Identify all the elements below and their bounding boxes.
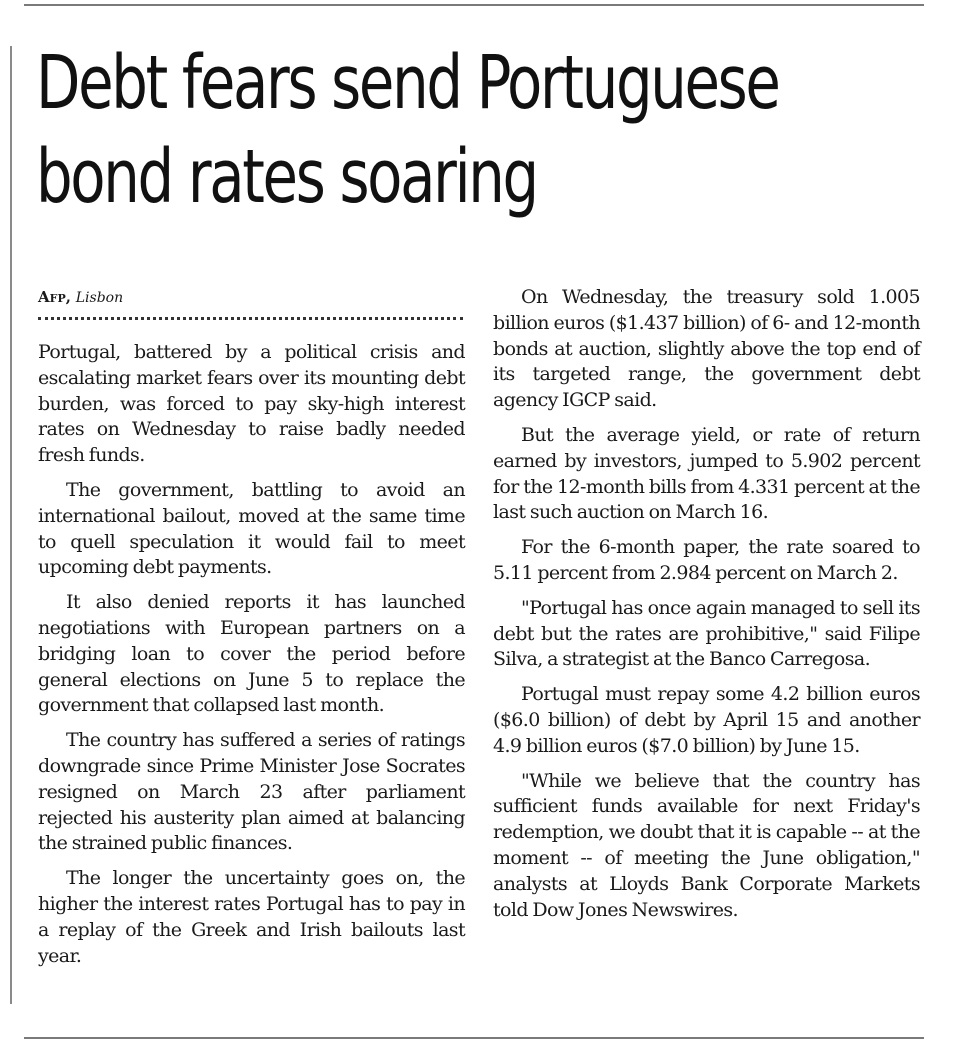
headline-line-2: bond rates soaring (36, 134, 537, 220)
headline (36, 36, 779, 224)
paragraph: The country has suffered a series of ratings downgrade since Prime Minister Jose Socrates resigned on March 23 after parliament rejected his austerity plan aimed at balancing the strained public finances. (38, 729, 465, 855)
bottom-rule (24, 1037, 924, 1039)
left-column (38, 285, 465, 978)
paragraph: For the 6-month paper, the rate soared to 5.11 percent from 2.984 percent on March 2. (493, 536, 920, 584)
right-column (493, 285, 920, 932)
paragraph: It also denied reports it has launched negotiations with European partners on a bridging loan to cover the period before general elections on June 5 to replace the government that collapsed last month. (38, 591, 465, 717)
paragraph: The government, battling to avoid an international bailout, moved at the same time to quell speculation it would fail to meet upcoming debt payments. (38, 478, 465, 579)
paragraph: On Wednesday, the treasury sold 1.005 billion euros ($1.437 billion) of 6- and 12-month bonds at auction, slightly above the top end of its targeted range, the government debt agency IGCP said. (493, 286, 920, 412)
paragraph: Portugal must repay some 4.2 billion euros ($6.0 billion) of debt by April 15 and another 4.9 billion euros ($7.0 billion) by June 15. (493, 683, 920, 757)
paragraph: "Portugal has once again managed to sell its debt but the rates are prohibitive," said Filipe Silva, a strategist at the Banco Carregosa. (493, 596, 920, 671)
paragraph: But the average yield, or rate of return earned by investors, jumped to 5.902 percent for the 12-month bills from 4.331 percent at the last such auction on March 16. (493, 423, 920, 524)
left-rule (10, 46, 12, 1004)
byline-place: Lisbon (75, 290, 124, 306)
top-rule (24, 4, 924, 6)
paragraph: Portugal, battered by a political crisis and escalating market fears over its mounting debt burden, was forced to pay sky-high interest rates on Wednesday to raise badly needed fresh funds. (38, 341, 465, 467)
byline-agency: Afp, (38, 288, 71, 306)
paragraph: "While we believe that the country has sufficient funds available for next Friday's redemption, we doubt that it is capable -- at the moment -- of meeting the June obligation," analysts at Lloyds Bank Corporate Markets told Dow Jones Newswires. (493, 769, 920, 921)
headline-line-1: Debt fears send Portuguese (36, 40, 779, 126)
paragraph: The longer the uncertainty goes on, the higher the interest rates Portugal has to pay in a replay of the Greek and Irish bailouts last year. (38, 867, 465, 967)
dotted-separator (38, 303, 463, 320)
